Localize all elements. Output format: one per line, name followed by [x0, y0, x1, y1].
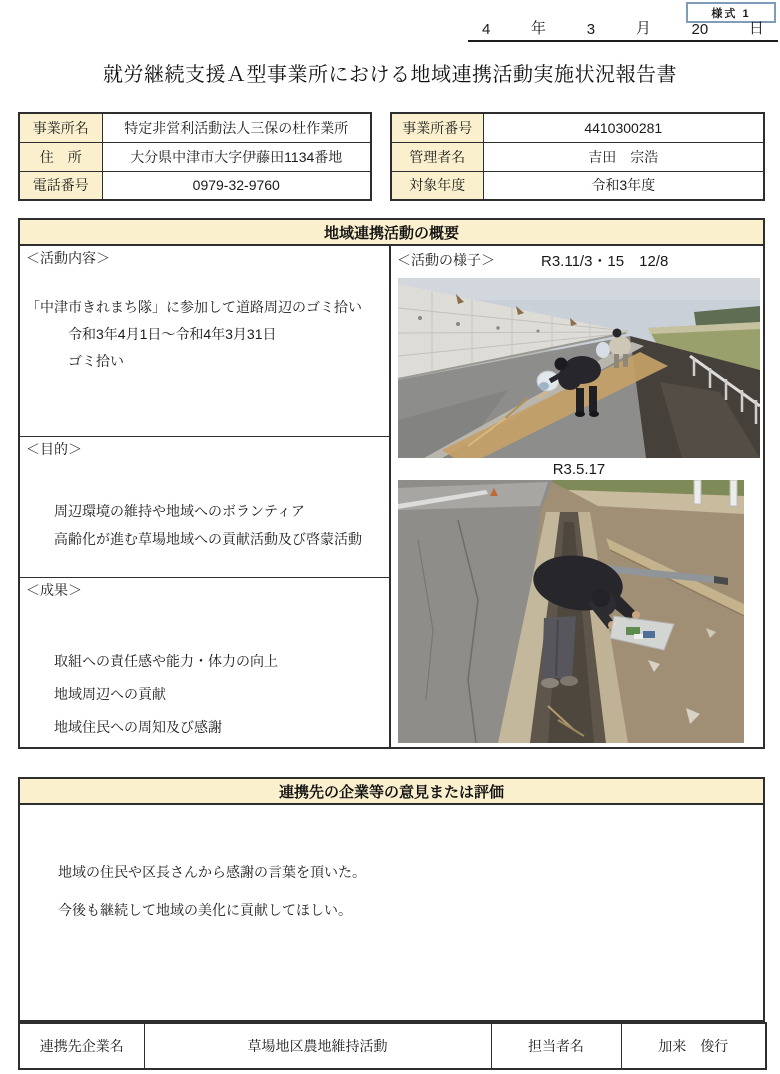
date-month-unit: 月 — [635, 20, 651, 37]
activity-photo-ditch — [398, 480, 744, 743]
activity-line: 令和3年4月1日～令和4年3月31日 — [68, 326, 277, 342]
table-row — [391, 142, 764, 171]
office-number-label: 事業所番号 — [391, 113, 483, 142]
roadside-photo-illustration — [398, 278, 760, 458]
evaluation-section-header: 連携先の企業等の意見または評価 — [20, 779, 763, 805]
results-block — [20, 578, 389, 747]
table-row — [19, 1023, 766, 1069]
phone-value: 0979-32-9760 — [102, 171, 371, 200]
activity-photo-roadside — [398, 278, 760, 458]
evaluation-section — [18, 777, 765, 1022]
results-heading: ＜成果＞ — [26, 582, 82, 598]
evaluation-line: 地域の住民や区長さんから感謝の言葉を頂いた。 — [58, 864, 366, 880]
overview-text-column — [20, 246, 391, 747]
purpose-block — [20, 437, 389, 578]
results-line: 地域周辺への貢献 — [54, 686, 166, 702]
partner-footer-table — [18, 1022, 767, 1070]
table-row — [19, 171, 371, 200]
activity-heading: ＜活動内容＞ — [26, 250, 110, 266]
target-year-label: 対象年度 — [391, 171, 483, 200]
date-month-value: 3 — [586, 21, 596, 38]
office-meta-table — [390, 112, 765, 201]
overview-photo-column — [391, 246, 763, 747]
results-line: 地域住民への周知及び感謝 — [54, 719, 222, 735]
contact-person-value: 加来 俊行 — [621, 1023, 766, 1069]
office-number-value: 4410300281 — [483, 113, 764, 142]
table-row — [391, 171, 764, 200]
date-year-unit: 年 — [531, 20, 547, 37]
phone-label: 電話番号 — [19, 171, 102, 200]
manager-name-value: 吉田 宗浩 — [483, 142, 764, 171]
table-row — [391, 113, 764, 142]
partner-company-label: 連携先企業名 — [19, 1023, 144, 1069]
activity-line: 「中津市きれまち隊」に参加して道路周辺のゴミ拾い — [26, 299, 362, 315]
purpose-line: 周辺環境の維持や地域へのボランティア — [54, 503, 305, 519]
form-code-label: 様式 1 — [711, 7, 751, 20]
activity-lines — [26, 294, 383, 375]
contact-person-label: 担当者名 — [491, 1023, 621, 1069]
results-lines — [26, 645, 383, 744]
manager-name-label: 管理者名 — [391, 142, 483, 171]
results-line: 取組への責任感や能力・体力の向上 — [54, 653, 278, 669]
overview-body — [20, 246, 763, 747]
purpose-line: 高齢化が進む草場地域への貢献活動及び啓蒙活動 — [54, 531, 362, 547]
address-value: 大分県中津市大字伊藤田1134番地 — [102, 142, 371, 171]
office-name-value: 特定非営利活動法人三保の杜作業所 — [102, 113, 371, 142]
address-label: 住 所 — [19, 142, 102, 171]
table-row — [19, 113, 371, 142]
report-date — [468, 20, 778, 42]
table-row — [19, 142, 371, 171]
overview-section — [18, 218, 765, 749]
target-year-value: 令和3年度 — [483, 171, 764, 200]
date-day-unit: 日 — [748, 20, 764, 37]
overview-section-header: 地域連携活動の概要 — [20, 220, 763, 246]
purpose-heading: ＜目的＞ — [26, 441, 82, 457]
ditch-photo-illustration — [398, 480, 744, 743]
activity-block — [20, 246, 389, 437]
photo1-caption: R3.11/3・15 12/8 — [541, 252, 669, 270]
date-year-value: 4 — [482, 21, 491, 38]
photos-header — [391, 246, 763, 272]
office-name-label: 事業所名 — [19, 113, 102, 142]
evaluation-line: 今後も継続して地域の美化に貢献してほしい。 — [58, 902, 352, 918]
partner-company-value: 草場地区農地維持活動 — [144, 1023, 491, 1069]
office-info-table — [18, 112, 372, 201]
photo2-caption: R3.5.17 — [552, 460, 606, 478]
purpose-lines — [26, 497, 383, 553]
date-day-value: 20 — [691, 21, 709, 38]
activity-line: ゴミ拾い — [68, 353, 124, 369]
photos-heading: ＜活動の様子＞ — [397, 252, 495, 268]
page-title: 就労継続支援Ａ型事業所における地域連携活動実施状況報告書 — [103, 64, 677, 86]
evaluation-body — [20, 805, 763, 929]
